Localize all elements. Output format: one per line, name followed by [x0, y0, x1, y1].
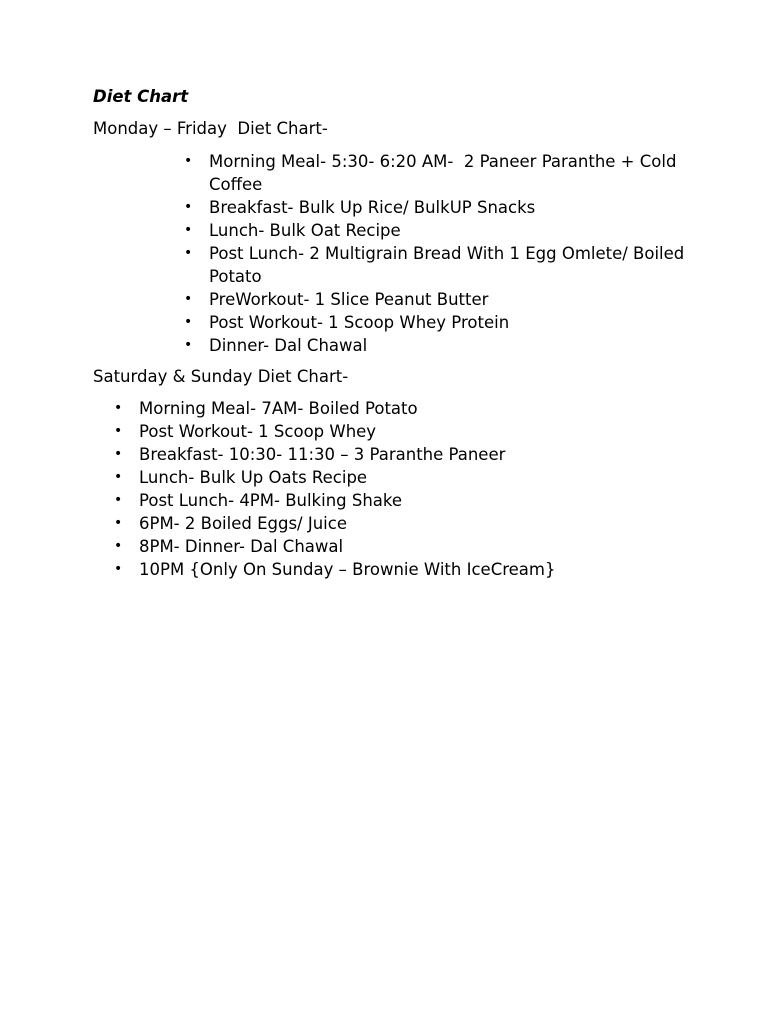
weekday-diet-list: [184, 150, 690, 357]
bullet-icon: •: [184, 153, 193, 169]
list-item: • 10PM {Only On Sunday – Brownie With IceCream}: [114, 560, 556, 579]
list-item: • PreWorkout- 1 Slice Peanut Butter: [184, 290, 489, 309]
bullet-icon: •: [114, 469, 123, 485]
bullet-icon: •: [114, 446, 123, 462]
list-item: • Lunch- Bulk Oat Recipe: [184, 221, 401, 240]
bullet-icon: •: [114, 492, 123, 508]
list-item: • Post Workout- 1 Scoop Whey: [114, 422, 377, 441]
weekend-heading: Saturday & Sunday Diet Chart-: [93, 367, 349, 386]
list-item: • Post Lunch- 4PM- Bulking Shake: [114, 491, 403, 510]
bullet-icon: •: [114, 515, 123, 531]
list-item: • Morning Meal- 7AM- Boiled Potato: [114, 399, 418, 418]
weekday-heading: Monday – Friday Diet Chart-: [93, 119, 328, 138]
bullet-icon: •: [184, 245, 193, 261]
bullet-icon: •: [184, 222, 193, 238]
bullet-icon: •: [184, 337, 193, 353]
list-item: • 8PM- Dinner- Dal Chawal: [114, 537, 344, 556]
list-item: • 6PM- 2 Boiled Eggs/ Juice: [114, 514, 347, 533]
weekend-diet-list: [114, 397, 699, 581]
bullet-icon: •: [184, 314, 193, 330]
bullet-icon: •: [114, 561, 123, 577]
list-item: • Dinner- Dal Chawal: [184, 336, 368, 355]
list-item: • Post Lunch- 2 Multigrain Bread With 1 Egg Omlete/ Boiled Potato: [184, 244, 690, 286]
list-item: • Breakfast- 10:30- 11:30 – 3 Paranthe Paneer: [114, 445, 506, 464]
list-item: • Lunch- Bulk Up Oats Recipe: [114, 468, 368, 487]
bullet-icon: •: [184, 199, 193, 215]
bullet-icon: •: [114, 423, 123, 439]
list-item: • Post Workout- 1 Scoop Whey Protein: [184, 313, 510, 332]
document-title: Diet Chart: [93, 87, 189, 106]
list-item: • Morning Meal- 5:30- 6:20 AM- 2 Paneer Paranthe + Cold Coffee: [184, 152, 682, 194]
list-item: • Breakfast- Bulk Up Rice/ BulkUP Snacks: [184, 198, 536, 217]
bullet-icon: •: [114, 400, 123, 416]
bullet-icon: •: [114, 538, 123, 554]
bullet-icon: •: [184, 291, 193, 307]
